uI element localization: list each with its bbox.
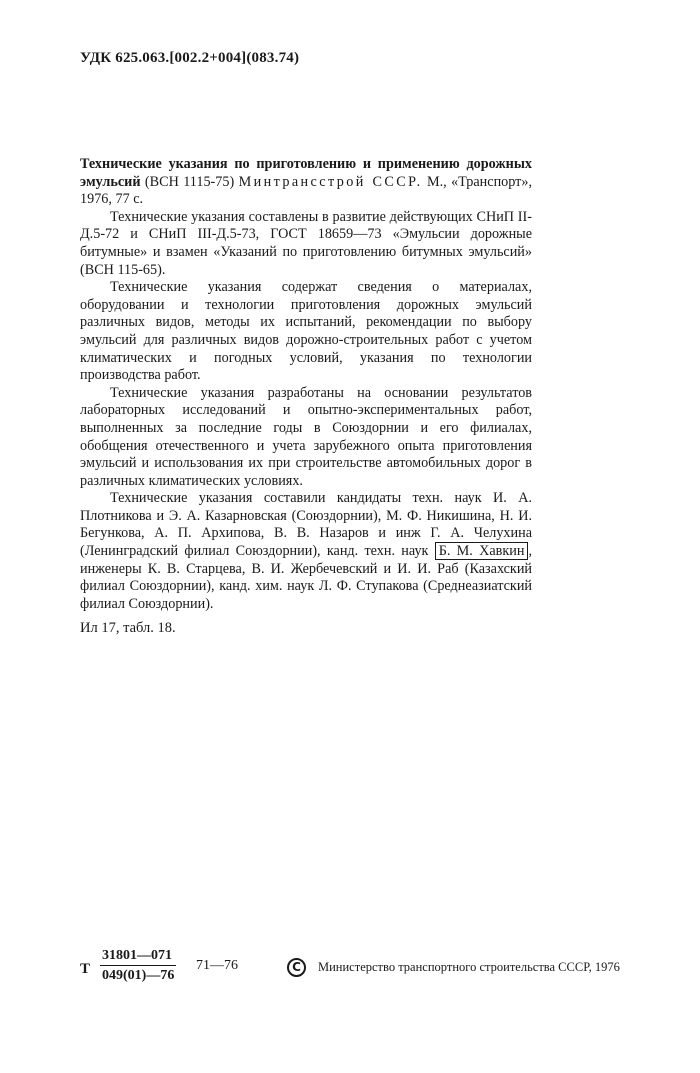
publisher-code-denominator: 049(01)—76 (102, 968, 175, 983)
copyright-text: Министерство транспортного строительства СССР, 1976 (318, 959, 620, 974)
publisher-code-suffix: 71—76 (196, 958, 238, 973)
copyright-line (287, 952, 677, 982)
publisher-code-numerator: 31801—071 (100, 948, 176, 966)
paragraph-development: Технические указания разработаны на основании результатов лабораторных исследований и опытно-экспериментальных работ, выполненных за последние годы в Союздорнии и его филиалах, обобщения отечественного и учета зарубежного опыта приготовления эмульсий и использования их при строительстве автомобильных дорог в различных климатических условиях. (80, 384, 532, 489)
publication-info: М., «Транспорт», 1976, 77 с. (80, 173, 533, 208)
ministry-name: Минтрансстрой СССР. (238, 173, 423, 190)
publisher-code-letter: Т (80, 961, 91, 977)
udk-code: УДК 625.063.[002.2+004](083.74) (80, 50, 300, 66)
illustrations-tables-count: Ил 17, табл. 18. (80, 620, 176, 636)
paragraph-authors (80, 490, 532, 613)
publisher-code (80, 948, 250, 992)
document-code: (ВСН 1115-75) (140, 173, 239, 190)
authors-part-2: , инженеры К. В. Старцева, В. И. Жербечевский и И. И. Раб (Казахский филиал Союздорнии), канд. хим. наук Л. Ф. Ступакова (Среднеазиатский филиал Союздорнии). (80, 543, 532, 612)
authors-part-1: Технические указания составили кандидаты техн. наук И. А. Плотникова и Э. А. Казарновская (Союздорнии), М. Ф. Никишина, Н. И. Бегункова, А. П. Архипова, В. В. Назаров и инж Г. А. Челухина (Ленинградский филиал Союздорнии), канд. техн. наук (80, 490, 532, 560)
copyright-icon: C (287, 958, 306, 977)
document-title: Технические указания по приготовлению и применению дорожных эмульсий (80, 156, 532, 190)
publisher-code-fraction (100, 948, 176, 984)
paragraph-basis: Технические указания составлены в развитие действующих СНиП II-Д.5-72 и СНиП III-Д.5-73, ГОСТ 18659—73 «Эмульсии дорожные битумные» и взамен «Указаний по приготовлению битумных эмульсий» (ВСН 115-65). (80, 208, 532, 278)
paragraph-contents: Технические указания содержат сведения о материалах, оборудовании и технологии приготовления дорожных эмульсий различных видов, методы их испытаний, рекомендации по выбору эмульсий для различных видов дорожно-строительных работ с учетом климатических и погодных условий, указания по технологии производства работ. (80, 279, 532, 384)
bibliographic-entry (80, 156, 532, 209)
boxed-author-name: Б. М. Хавкин (435, 542, 529, 560)
annotation (80, 156, 532, 613)
